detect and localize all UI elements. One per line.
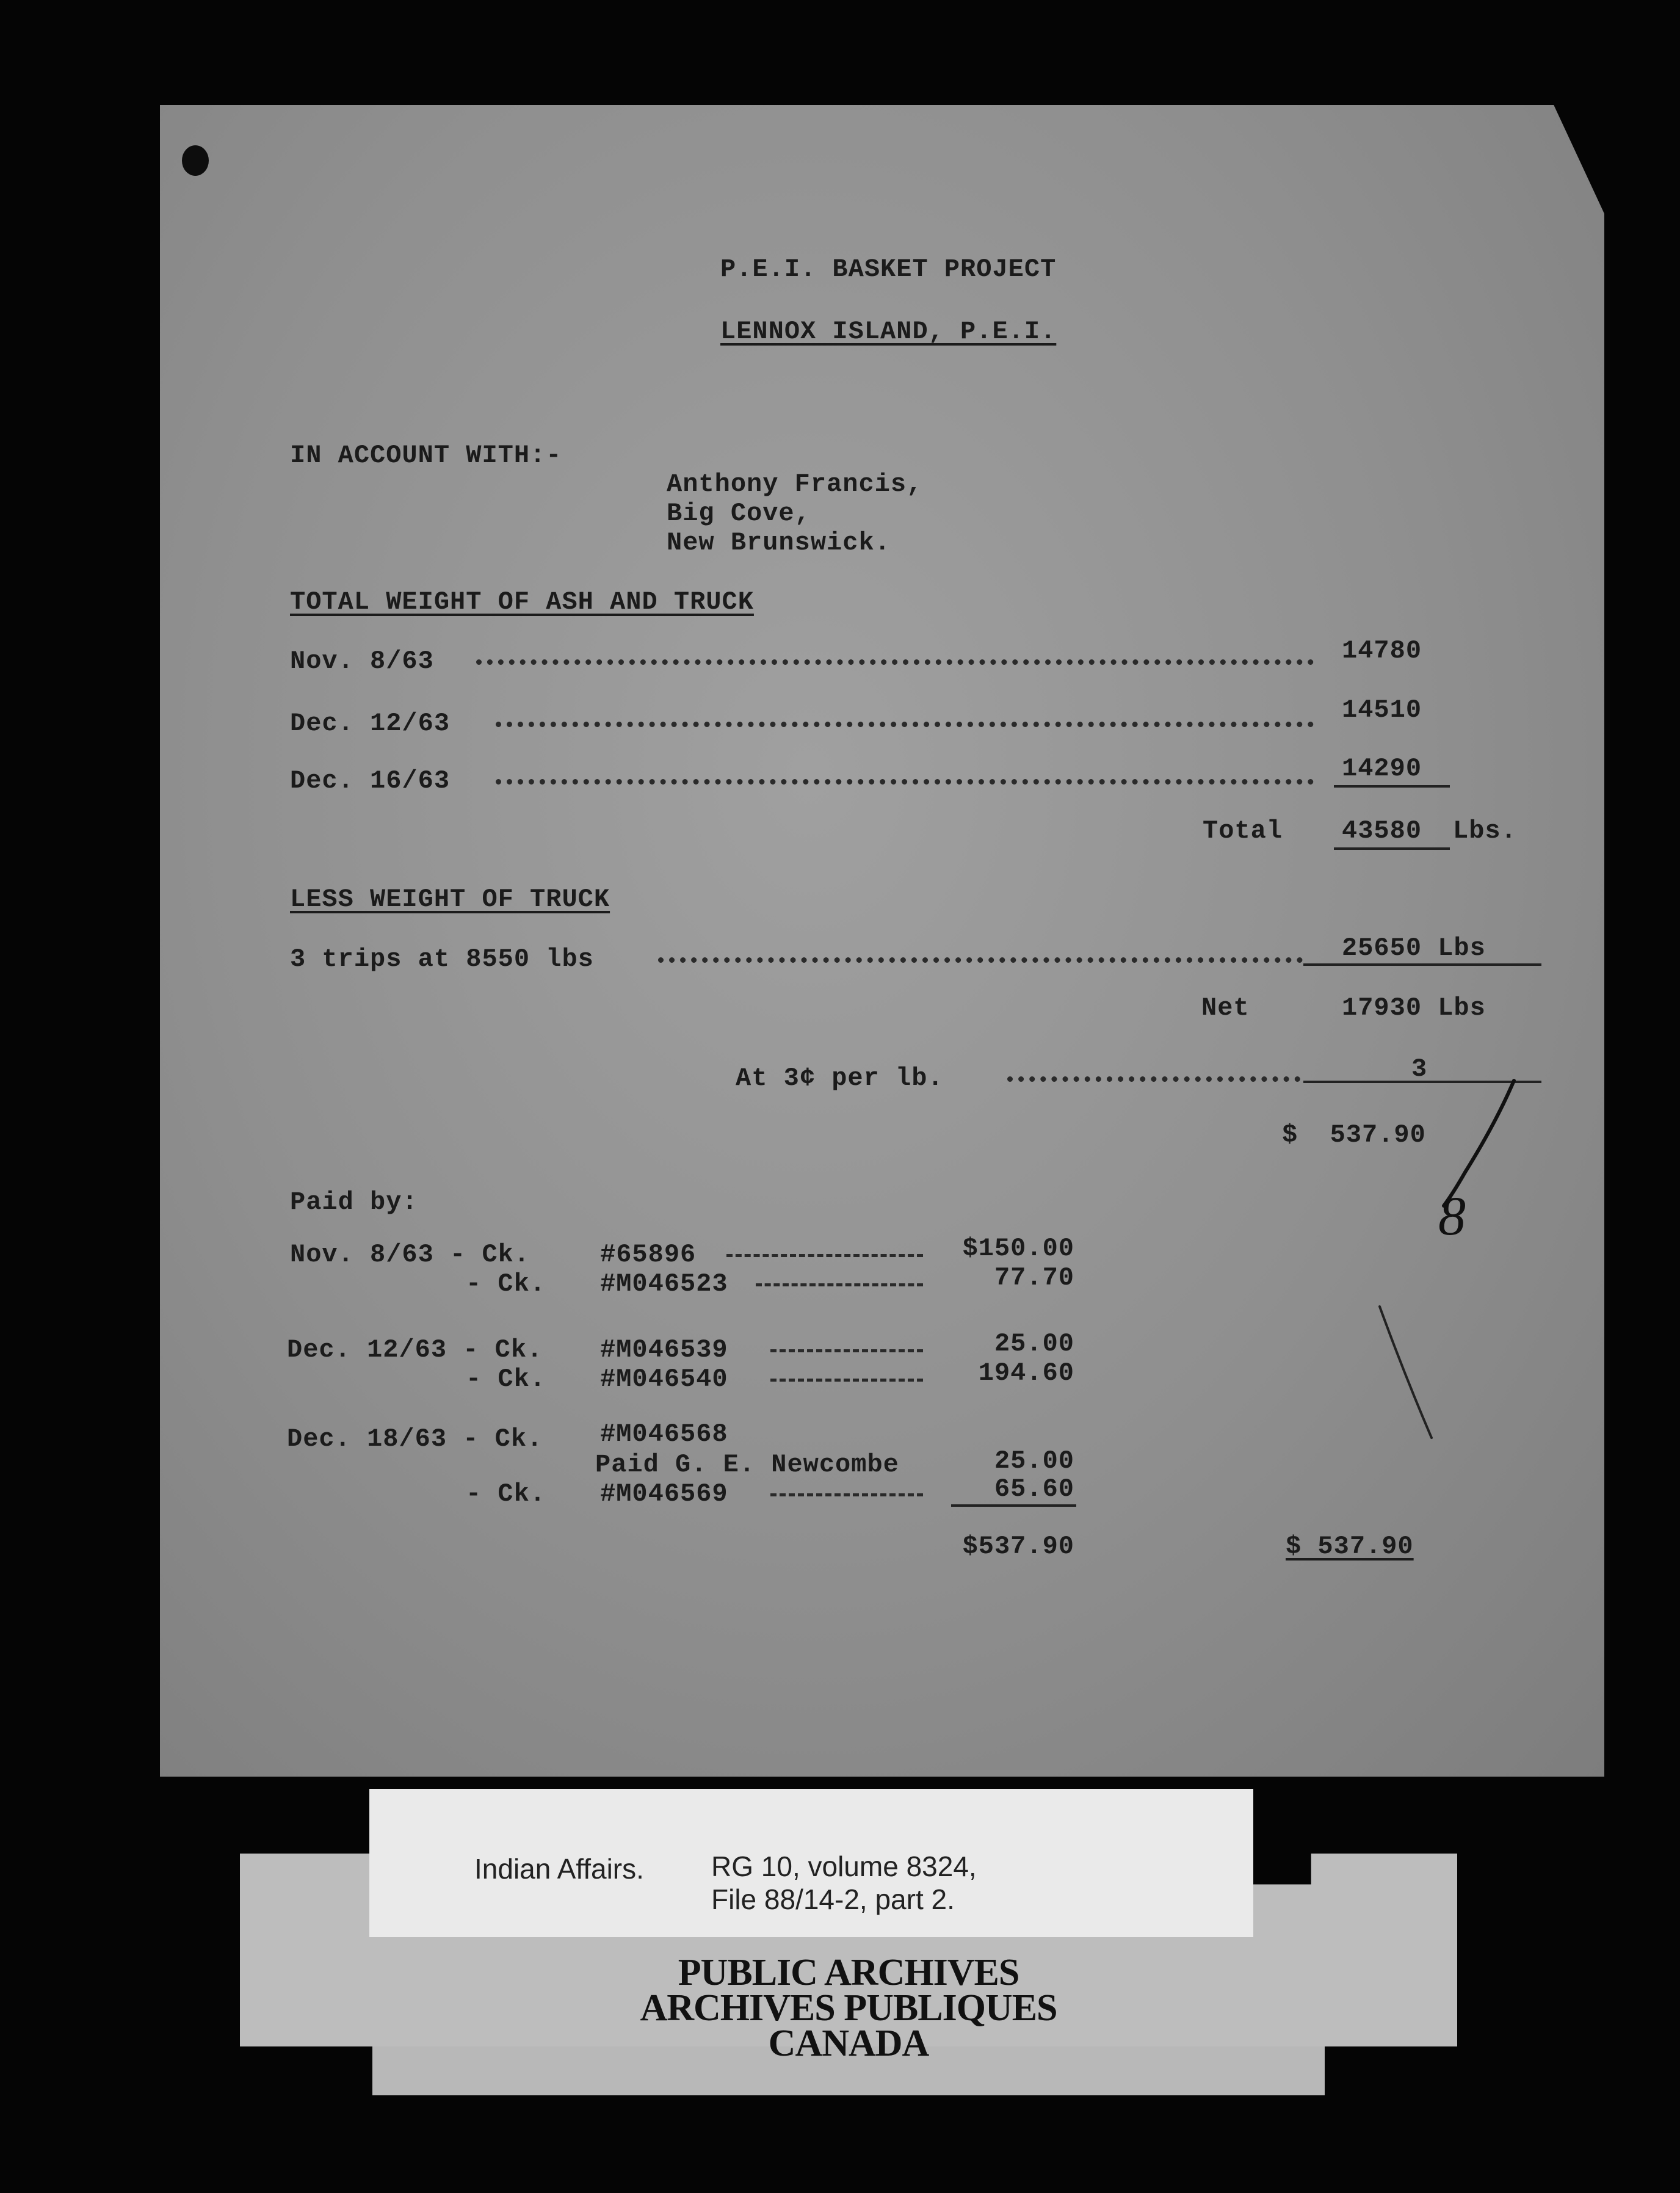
gross-date-3: Dec. 16/63 xyxy=(290,766,451,796)
gross-total-label: Total xyxy=(1203,816,1283,846)
leader-dashes xyxy=(770,1349,923,1352)
punch-hole xyxy=(182,145,209,176)
payment-amount-7: 65.60 xyxy=(994,1474,1074,1504)
payment-prefix-2: - Ck. xyxy=(466,1269,546,1299)
archive-file: File 88/14-2, part 2. xyxy=(711,1883,955,1915)
trips-value: 25650 Lbs xyxy=(1342,933,1486,963)
gross-total-unit: Lbs. xyxy=(1453,816,1517,846)
handwritten-mark xyxy=(1416,1075,1526,1239)
net-value: 17930 Lbs xyxy=(1342,993,1486,1023)
leader-dots xyxy=(496,722,1314,727)
payment-prefix-5: Dec. 18/63 - Ck. xyxy=(287,1424,543,1454)
gross-date-1: Nov. 8/63 xyxy=(290,647,434,676)
net-label: Net xyxy=(1201,993,1250,1023)
calculated-amount: $ 537.90 xyxy=(1282,1120,1426,1150)
archive-reference: RG 10, volume 8324, xyxy=(711,1850,977,1882)
payment-ref-5: #M046568 xyxy=(600,1419,728,1449)
account-label: IN ACCOUNT WITH:- xyxy=(290,441,562,470)
leader-dots xyxy=(658,957,1303,963)
payment-amount-6: 25.00 xyxy=(994,1446,1074,1476)
payment-ref-2: #M046523 xyxy=(600,1269,728,1299)
payment-ref-3: #M046539 xyxy=(600,1335,728,1365)
paid-heading: Paid by: xyxy=(290,1187,418,1217)
archive-department: Indian Affairs. xyxy=(474,1853,644,1885)
payment-ref-1: #65896 xyxy=(600,1240,697,1269)
payment-prefix-7: - Ck. xyxy=(466,1479,546,1509)
gross-weight-2: 14510 xyxy=(1342,695,1422,725)
gross-date-2: Dec. 12/63 xyxy=(290,709,451,738)
document-title: P.E.I. BASKET PROJECT xyxy=(720,255,1057,284)
grand-total: $ 537.90 xyxy=(1286,1532,1414,1561)
trips-label: 3 trips at 8550 lbs xyxy=(290,944,594,974)
payment-prefix-1: Nov. 8/63 - Ck. xyxy=(290,1240,530,1269)
payment-amount-1: $150.00 xyxy=(962,1234,1074,1263)
handwritten-digit: 8 xyxy=(1438,1186,1466,1239)
archive-stamp-line-2: ARCHIVES PUBLIQUES xyxy=(640,1987,1057,2029)
less-heading: LESS WEIGHT OF TRUCK xyxy=(290,885,610,914)
gross-weight-1: 14780 xyxy=(1342,636,1422,665)
leader-dots xyxy=(476,659,1314,665)
gross-weight-3: 14290 xyxy=(1342,754,1422,783)
payment-ref-4: #M046540 xyxy=(600,1365,728,1394)
underline xyxy=(1303,963,1541,966)
leader-dashes xyxy=(726,1254,923,1257)
gross-heading: TOTAL WEIGHT OF ASH AND TRUCK xyxy=(290,587,754,617)
rate-value: 3 xyxy=(1411,1054,1428,1084)
leader-dashes xyxy=(756,1283,923,1286)
leader-dots xyxy=(496,779,1314,785)
account-place: Big Cove, xyxy=(667,499,811,528)
payment-prefix-3: Dec. 12/63 - Ck. xyxy=(287,1335,543,1365)
archive-stamp-line-3: CANADA xyxy=(768,2023,929,2064)
payment-amount-4: 194.60 xyxy=(978,1358,1074,1388)
leader-dashes xyxy=(770,1379,923,1382)
payment-ref-7: #M046569 xyxy=(600,1479,728,1509)
payments-subtotal: $537.90 xyxy=(962,1532,1074,1561)
underline xyxy=(1334,785,1450,788)
leader-dashes xyxy=(770,1493,923,1496)
account-name: Anthony Francis, xyxy=(667,469,923,499)
underline xyxy=(1334,847,1450,850)
leader-dots xyxy=(1007,1076,1300,1082)
pencil-mark xyxy=(1374,1300,1447,1447)
payment-amount-2: 77.70 xyxy=(994,1263,1074,1292)
document-location: LENNOX ISLAND, P.E.I. xyxy=(720,317,1057,346)
gross-total-value: 43580 xyxy=(1342,816,1422,846)
underline xyxy=(951,1504,1076,1507)
payment-prefix-4: - Ck. xyxy=(466,1365,546,1394)
payment-amount-3: 25.00 xyxy=(994,1329,1074,1358)
archive-stamp-line-1: PUBLIC ARCHIVES xyxy=(678,1952,1019,1993)
rate-label: At 3¢ per lb. xyxy=(736,1064,944,1093)
payment-ref-6: Paid G. E. Newcombe xyxy=(595,1450,899,1479)
account-province: New Brunswick. xyxy=(667,528,891,557)
